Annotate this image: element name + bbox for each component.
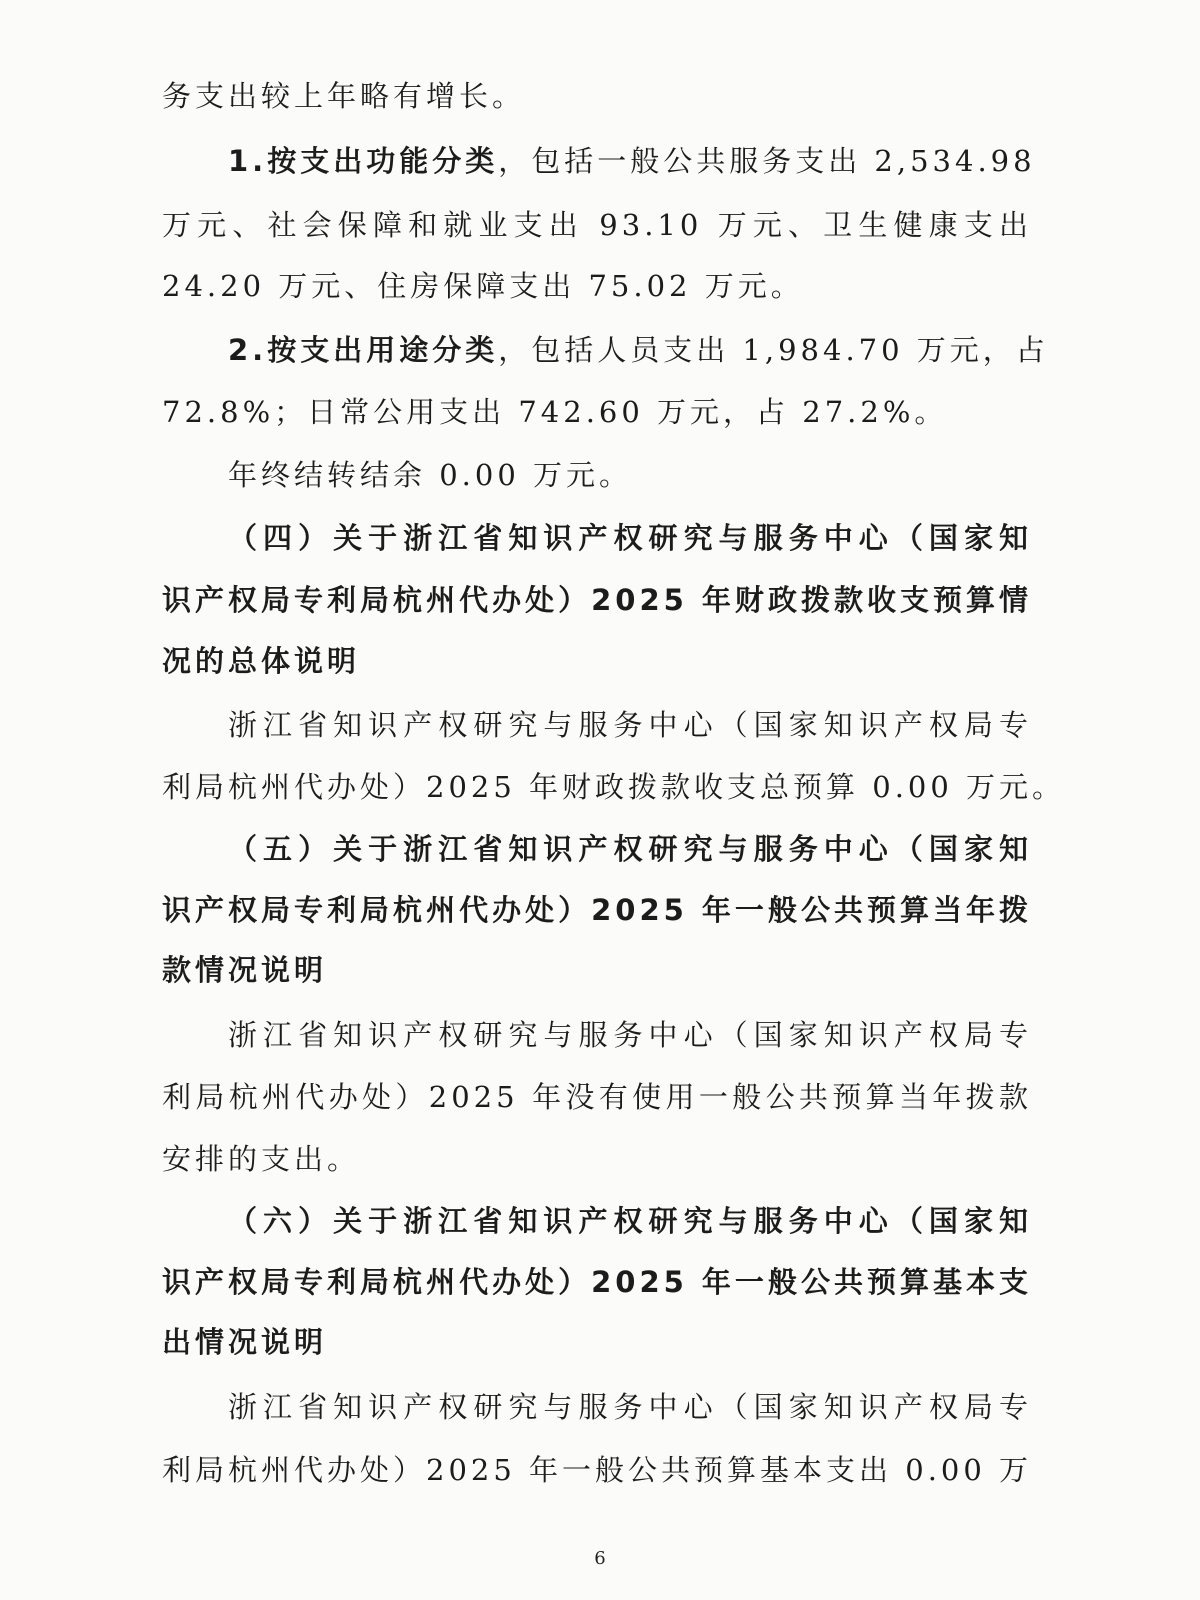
- paragraph-line: 浙江省知识产权研究与服务中心（国家知识产权局专: [228, 1018, 1032, 1052]
- paragraph-line: 24.20 万元、住房保障支出 75.02 万元。: [162, 269, 804, 303]
- section-heading-line: 出情况说明: [162, 1325, 328, 1359]
- paragraph-line: 利局杭州代办处）2025 年财政拨款收支总预算 0.00 万元。: [162, 770, 1066, 804]
- section-heading-line: （四）关于浙江省知识产权研究与服务中心（国家知: [228, 521, 1032, 555]
- section-heading-line: 款情况说明: [162, 953, 328, 987]
- paragraph-line: 万元、社会保障和就业支出 93.10 万元、卫生健康支出: [162, 208, 1032, 242]
- paragraph-line: 利局杭州代办处）2025 年没有使用一般公共预算当年拨款: [162, 1080, 1032, 1114]
- page-number: 6: [594, 1548, 606, 1569]
- section-heading-line: 识产权局专利局杭州代办处）2025 年一般公共预算基本支: [162, 1265, 1032, 1299]
- section-heading-line: 识产权局专利局杭州代办处）2025 年一般公共预算当年拨: [162, 893, 1032, 927]
- section-heading-line: 况的总体说明: [162, 644, 361, 678]
- section-heading-line: 识产权局专利局杭州代办处）2025 年财政拨款收支预算情: [162, 583, 1032, 617]
- paragraph-line: 72.8%；日常公用支出 742.60 万元，占 27.2%。: [162, 395, 948, 429]
- paragraph-line: 安排的支出。: [162, 1142, 361, 1176]
- paragraph-line: 浙江省知识产权研究与服务中心（国家知识产权局专: [228, 1390, 1032, 1424]
- paragraph-line: 利局杭州代办处）2025 年一般公共预算基本支出 0.00 万: [162, 1453, 1033, 1487]
- section-heading-line: （五）关于浙江省知识产权研究与服务中心（国家知: [228, 832, 1032, 866]
- paragraph-line: 2.按支出用途分类，包括人员支出 1,984.70 万元，占: [228, 333, 1049, 367]
- paragraph-line: 务支出较上年略有增长。: [162, 79, 526, 113]
- section-heading-line: （六）关于浙江省知识产权研究与服务中心（国家知: [228, 1204, 1032, 1238]
- paragraph-line: 年终结转结余 0.00 万元。: [228, 458, 633, 492]
- paragraph-line: 1.按支出功能分类，包括一般公共服务支出 2,534.98: [228, 144, 1036, 178]
- paragraph-line: 浙江省知识产权研究与服务中心（国家知识产权局专: [228, 708, 1032, 742]
